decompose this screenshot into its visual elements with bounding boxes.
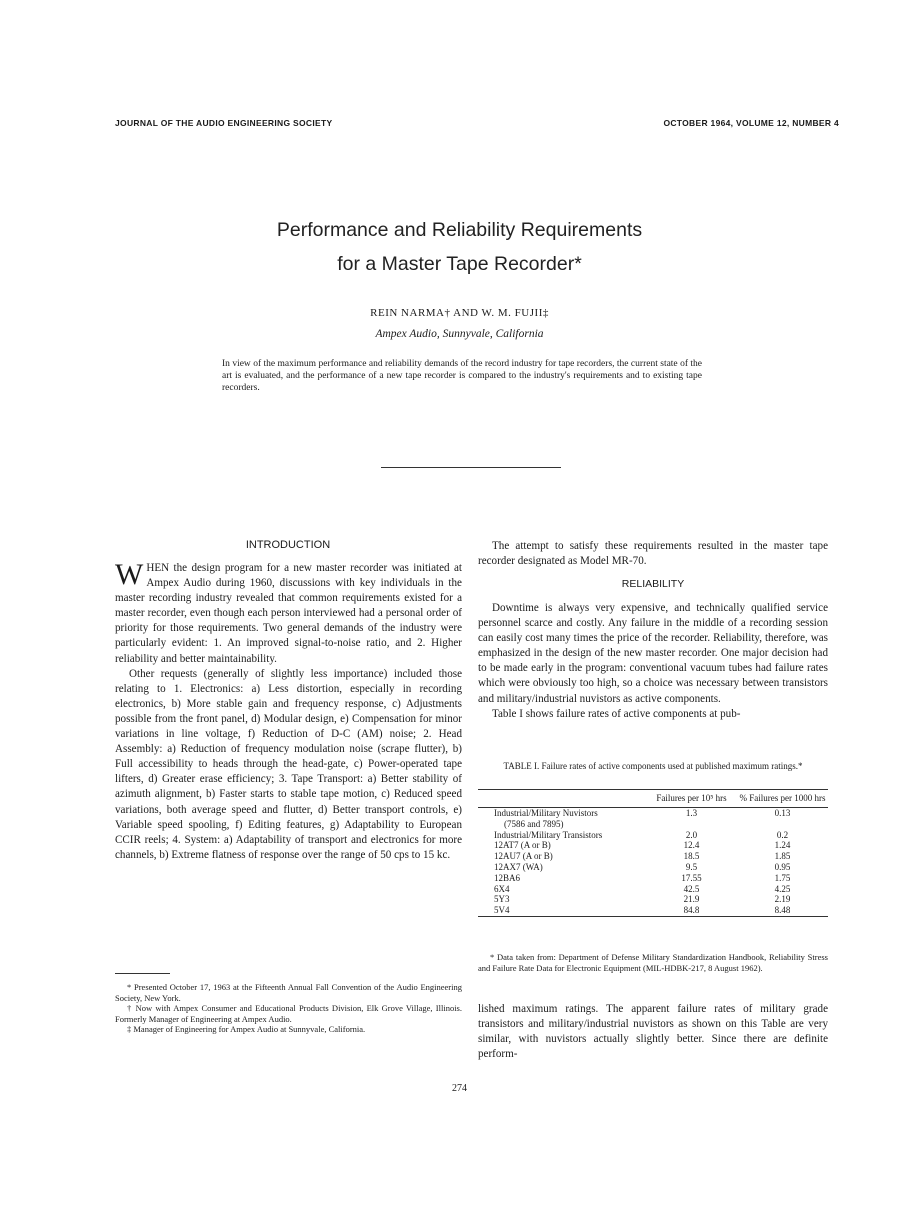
drop-cap: W — [115, 558, 144, 591]
title-divider — [381, 467, 561, 468]
issue-header: OCTOBER 1964, VOLUME 12, NUMBER 4 — [663, 118, 839, 128]
table-header-row — [478, 790, 828, 808]
column-header-failures: Failures per 10⁵ hrs — [646, 790, 737, 808]
introduction-last-paragraph: The attempt to satisfy these requirements resulted in the master tape recorder designated as Model MR-70. — [478, 540, 828, 568]
table-row — [478, 862, 828, 873]
introduction-paragraph-1-text: HEN the design program for a new master recorder was initiated at Ampex Audio during 1960, discussions with key individuals in the master recording industry revealed that common requirements existed for a master recorder, even though each person interviewed had a personal order of priority for those requirements. Two general demands of the industry were particularly evident: 1. An improved signal-to-noise ratio, and 2. Higher reliability and better maintainability. — [115, 562, 462, 665]
component-name: 5V4 — [478, 905, 646, 916]
percent-value: 2.19 — [774, 894, 791, 905]
footnotes — [115, 982, 462, 1035]
table-row — [478, 884, 828, 895]
reliability-body — [478, 601, 828, 722]
reliability-continuation — [478, 1002, 828, 1062]
component-name: 12AT7 (A or B) — [494, 840, 551, 851]
failures-value: 17.55 — [681, 872, 702, 883]
percent-value: 1.75 — [774, 872, 791, 883]
failures-value: 2.0 — [685, 829, 698, 840]
footnote-rule — [115, 973, 170, 974]
component-subtitle: (7586 and 7895) — [504, 818, 564, 829]
reliability-paragraph-2: Table I shows failure rates of active components at pub- — [492, 707, 741, 720]
percent-value: 8.48 — [737, 905, 828, 916]
footnote-author-1: † Now with Ampex Consumer and Educational Products Division, Elk Grove Village, Illinois. Formerly Manager of Engineering at Ampex Audio. — [115, 1003, 462, 1024]
table-row — [478, 873, 828, 884]
component-name: 12AU7 (A or B) — [494, 851, 553, 862]
introduction-body — [115, 558, 462, 863]
reliability-heading: RELIABILITY — [621, 578, 685, 590]
component-name: 12BA6 — [494, 872, 521, 883]
failures-value: 42.5 — [683, 883, 700, 894]
percent-value: 1.24 — [774, 840, 791, 851]
table-row — [478, 905, 828, 916]
affiliation: Ampex Audio, Sunnyvale, California — [375, 328, 544, 340]
component-name: 5Y3 — [494, 894, 510, 905]
failures-value: 18.5 — [683, 851, 700, 862]
introduction-continuation — [478, 539, 828, 569]
table-row-subtitle — [478, 819, 828, 830]
introduction-paragraph-2: Other requests (generally of slightly less importance) included those relating to 1. Electronics: a) Less distortion, especially in recording electronics, b) More stable gain and frequency response, c) Adjustments possible from the front panel, d) Modular design, e) Compensation for minor variations in line voltage, f) Reduction of D-C (AM) noise; 2. Head Assembly: a) Reduction of frequency modulation noise (scrape flutter), b) Full accessibility to heads through the head-gate, c) Power-operated tape lifters, d) Greater erase efficiency; 3. Tape Transport: a) Better stability of azimuth alignment, b) Faster starts to stable tape motion, c) Reduced speed variations, both average speed and flutter, d) Better transport controls, e) Variable speed spooling, f) Editing features, g) Adaptability to European CCIR reels; 4. System: a) Adaptability of transport and electronics for more channels, b) Extreme flatness of response over the range of 50 cps to 15 kc. — [115, 667, 462, 861]
column-header-percent: % Failures per 1000 hrs — [737, 790, 828, 808]
table-footnote — [478, 952, 828, 973]
empty-cell — [646, 819, 737, 830]
failures-value: 1.3 — [685, 808, 698, 818]
percent-value: 0.13 — [774, 808, 791, 818]
column-header-component — [478, 790, 646, 808]
reliability-paragraph-1: Downtime is always very expensive, and technically qualified service personnel scarce and costly. Any failure in the middle of a recording session can easily cost many times the price of the recorder. Reliability, therefore, was emphasized in the design of the new master recorder. One major decision had to be made early in the program: conventional vacuum tubes had failure rates which were obviously too high, so a choice was necessary between transistors and military/industrial nuvistors as active components. — [478, 602, 828, 705]
percent-value: 1.85 — [774, 851, 791, 862]
paper-title-line-1: Performance and Reliability Requirements — [276, 219, 643, 241]
abstract: In view of the maximum performance and reliability demands of the record industry for tape recorders, the current state of the art is evaluated, and the performance of a new tape recorder is compared to the industry's requirements and to existing tape recorders. — [222, 359, 702, 393]
introduction-heading: INTRODUCTION — [245, 539, 331, 551]
reliability-paragraph-3: lished maximum ratings. The apparent failure rates of military grade transistors and military/industrial nuvistors as shown on this Table are very similar, with nuvistors actually slightly better. Since there are definite perform- — [478, 1003, 828, 1061]
component-name: 12AX7 (WA) — [494, 861, 543, 872]
table-caption: TABLE I. Failure rates of active components used at published maximum ratings.* — [503, 761, 803, 771]
table-row — [478, 840, 828, 851]
failure-rate-table — [478, 789, 828, 917]
journal-header: JOURNAL OF THE AUDIO ENGINEERING SOCIETY — [115, 118, 333, 128]
table-row — [478, 851, 828, 862]
component-name: Industrial/Military Transistors — [494, 829, 603, 840]
table — [478, 789, 828, 917]
table-row — [478, 894, 828, 905]
table-footnote-text: * Data taken from: Department of Defense Military Standardization Handbook, Reliability Stress and Failure Rate Data for Electronic Equipment (MIL-HDBK-217, 8 August 1962). — [478, 952, 828, 973]
component-name: 6X4 — [494, 883, 510, 894]
page-number: 274 — [452, 1083, 467, 1094]
percent-value: 4.25 — [774, 883, 791, 894]
failures-value: 21.9 — [683, 894, 700, 905]
footnote-author-2: ‡ Manager of Engineering for Ampex Audio at Sunnyvale, California. — [127, 1024, 366, 1034]
authors: REIN NARMA† AND W. M. FUJII‡ — [370, 307, 549, 319]
introduction-paragraph-1 — [115, 558, 462, 667]
table-row — [478, 808, 828, 819]
empty-cell — [737, 819, 828, 830]
component-name: Industrial/Military Nuvistors — [494, 808, 598, 818]
table-row — [478, 830, 828, 841]
table-body — [478, 808, 828, 917]
percent-value: 0.2 — [776, 829, 789, 840]
paper-title-line-2: for a Master Tape Recorder* — [337, 253, 582, 275]
percent-value: 0.95 — [774, 861, 791, 872]
failures-value: 84.8 — [646, 905, 737, 916]
footnote-presented: * Presented October 17, 1963 at the Fifteenth Annual Fall Convention of the Audio Engineering Society, New York. — [115, 982, 462, 1003]
failures-value: 12.4 — [683, 840, 700, 851]
failures-value: 9.5 — [685, 861, 698, 872]
